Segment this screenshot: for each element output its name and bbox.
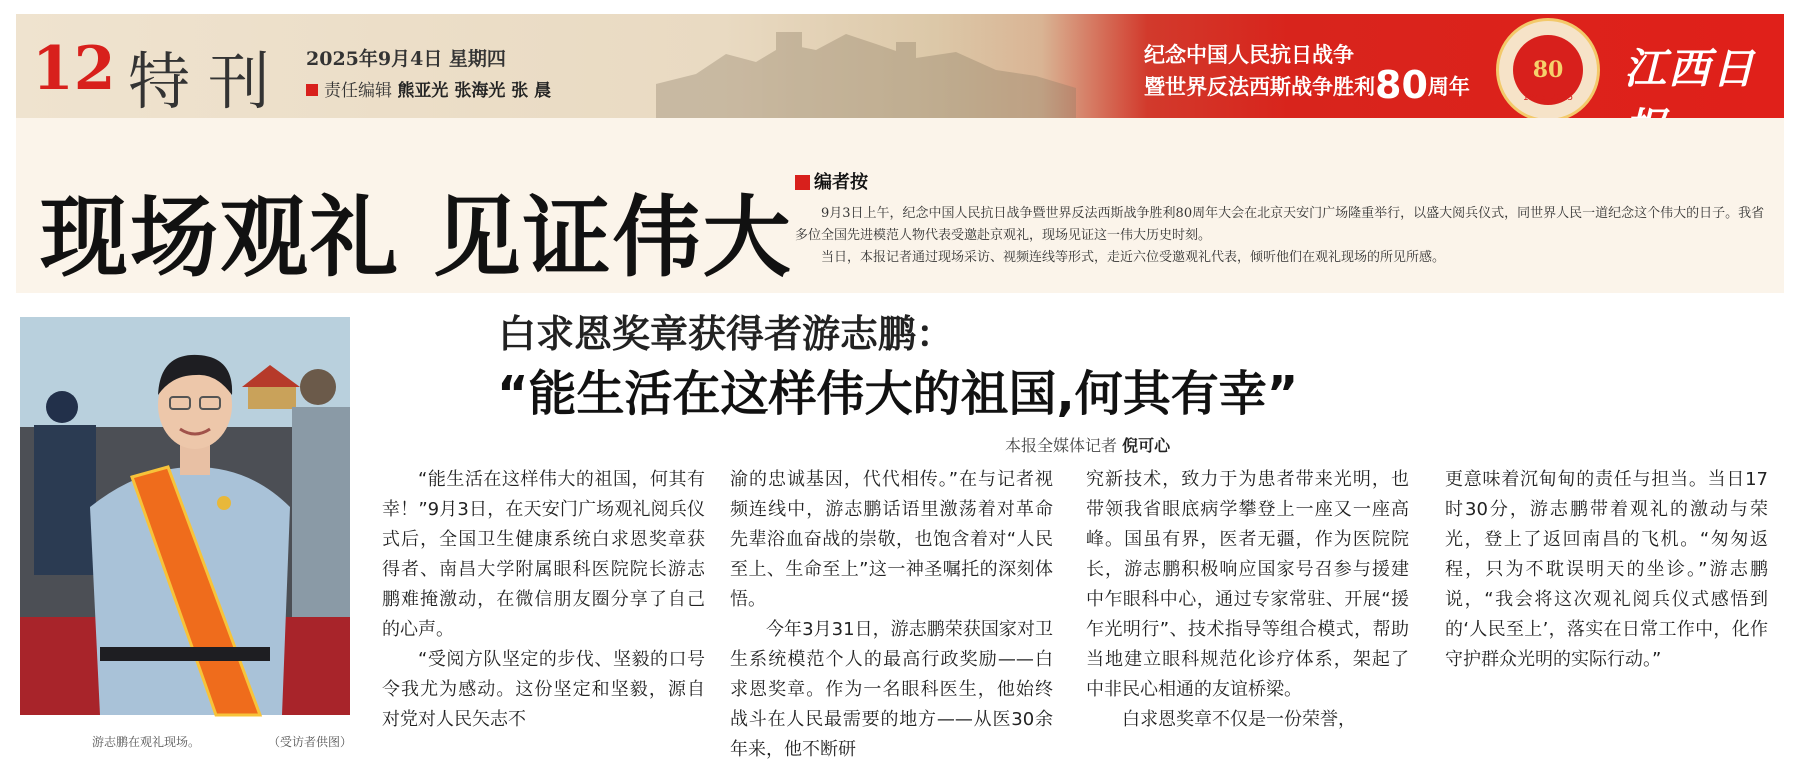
page-headline: 现场观礼 见证伟大 — [40, 186, 793, 289]
article-paragraph: 究新技术，致力于为患者带来光明，也带领我省眼底病学攀登上一座又一座高峰。国虽有界，医者无疆，作为医院院长，游志鹏积极响应国家号召参与援建中乍眼科中心，通过专家常驻、开展“援乍光明行”、技术指导等组合模式，帮助当地建立眼科规范化诊疗体系，架起了中非民心相通的友谊桥梁。 — [1086, 469, 1409, 700]
article-paragraph: “能生活在这样伟大的祖国，何其有幸！”9月3日，在天安门广场观礼阅兵仪式后，全国卫生健康系统白求恩奖章获得者、南昌大学附属眼科医院院长游志鹏难掩激动，在微信朋友圈分享了自己的心声。 — [382, 469, 705, 640]
article-photo — [20, 317, 350, 715]
article-paragraph: 白求恩奖章不仅是一份荣誉， — [1122, 709, 1356, 730]
portrait-illustration — [20, 317, 350, 715]
editor-note-paragraph: 当日，本报记者通过现场采访、视频连线等形式，走近六位受邀观礼代表，倾听他们在观礼现场的所见所感。 — [821, 250, 1446, 265]
article-column-4 — [1445, 465, 1768, 767]
article-column-3 — [1086, 465, 1409, 767]
article-byline: 本报全媒体记者 倪可心 — [1005, 436, 1171, 455]
article-title: “能生活在这样伟大的祖国,何其有幸” — [497, 366, 1299, 422]
article-paragraph: 更意味着沉甸甸的责任与担当。当日17时30分，游志鹏带着观礼的激动与荣光，登上了返回南昌的飞机。“匆匆返程，只为不耽误明天的坐诊。”游志鹏说，“我会将这次观礼阅兵仪式感悟到的‘人民至上’，落实在日常工作中，化作守护群众光明的实际行动。” — [1445, 469, 1768, 670]
section-title: 特刊 — [128, 45, 289, 118]
newspaper-logo: 江西日 — [1624, 44, 1757, 93]
article-paragraph: 渝的忠诚基因，代代相传。”在与记者视频连线中，游志鹏话语里激荡着对革命先辈浴血奋战的崇敬，也饱含着对“人民至上、生命至上”这一神圣嘱托的深刻体悟。 — [730, 469, 1053, 610]
masthead-banner — [16, 14, 1784, 118]
commemoration-line2: 暨世界反法西斯战争胜利80周年 — [1144, 63, 1470, 107]
photo-caption: 游志鹏在观礼现场。 （受访者供图） — [92, 735, 352, 749]
article-paragraph: 今年3月31日，游志鹏荣获国家对卫生系统模范个人的最高行政奖励——白求恩奖章。作为一名眼科医生，他始终战斗在人民最需要的地方——从医30余年来，他不断研 — [730, 619, 1053, 760]
editors-names: 熊亚光 张海光 张 晨 — [397, 81, 552, 101]
editor-note-body — [795, 203, 1770, 269]
great-wall-illustration — [656, 14, 1076, 118]
article-column-2 — [730, 465, 1053, 767]
editors-label: 责任编辑 — [324, 81, 392, 101]
commemoration-line1: 纪念中国人民抗日战争 — [1144, 43, 1354, 67]
reporter-name: 倪可心 — [1122, 436, 1171, 455]
commemoration-number: 80 — [1375, 63, 1428, 107]
article-column-1 — [382, 465, 705, 767]
page-number: 12 — [32, 34, 116, 104]
editor-note-paragraph: 9月3日上午，纪念中国人民抗日战争暨世界反法西斯战争胜利80周年大会在北京天安门广场隆重举行，以盛大阅兵仪式，同世界人民一道纪念这个伟大的日子。我省多位全国先进模范人物代表受邀赴京观礼，现场见证这一伟大历史时刻。 — [795, 206, 1765, 243]
article-paragraph: “受阅方队坚定的步伐、坚毅的口号令我尤为感动。这份坚定和坚毅，源自对党对人民矢志不 — [382, 649, 705, 730]
emblem-years: 1945–2025 — [1522, 93, 1574, 103]
anniversary-emblem-icon — [1496, 18, 1600, 122]
commemoration-slogan — [1144, 40, 1470, 107]
photo-credit: （受访者供图） — [267, 735, 352, 749]
editor-note-title: 编者按 — [795, 168, 868, 194]
red-square-icon — [795, 175, 810, 190]
article-kicker: 白求恩奖章获得者游志鹏： — [498, 311, 955, 356]
emblem-number: 80 — [1513, 35, 1583, 105]
editors-line — [306, 76, 551, 101]
red-square-icon — [306, 84, 318, 96]
issue-date: 2025年9月4日 星期四 — [306, 48, 506, 70]
